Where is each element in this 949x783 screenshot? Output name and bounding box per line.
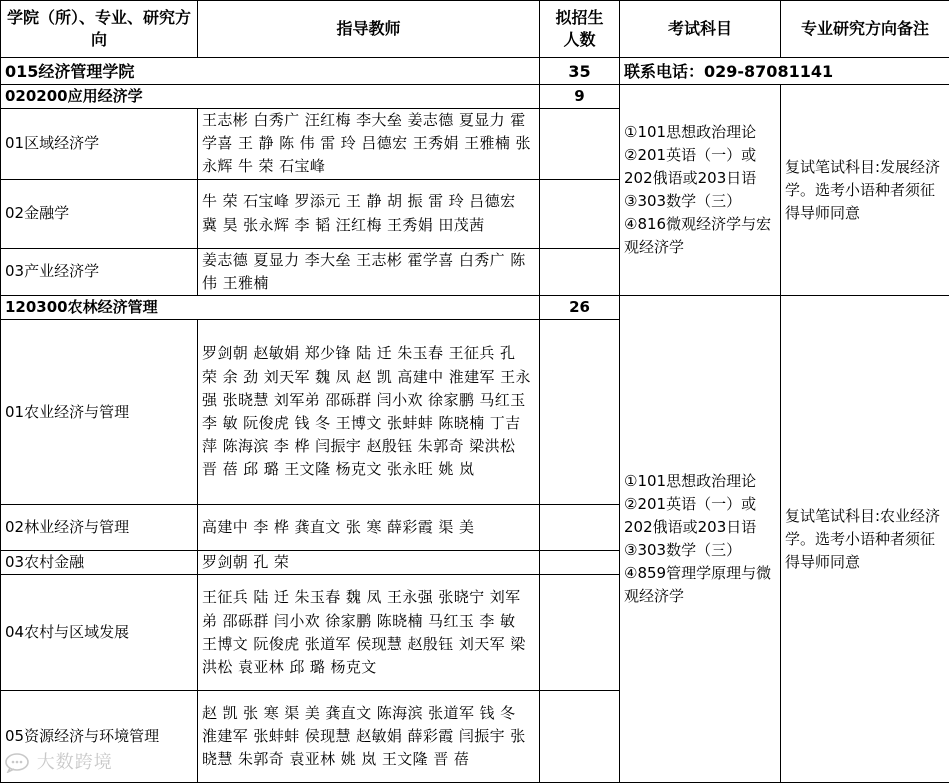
header-count: 拟招生人数 — [540, 1, 620, 58]
major-row — [1, 85, 949, 109]
count-empty — [540, 109, 620, 180]
teacher-list: 王征兵 陆 迁 朱玉春 魏 凤 王永强 张晓宁 刘军弟 邵砾群 闫小欢 徐家鹏 陈晓楠 马红玉 李 敏 王博文 阮俊虎 张道军 侯现慧 赵殷钰 刘天军 梁洪松 袁亚林 邱 璐 杨克文 — [198, 575, 540, 691]
count-empty — [540, 575, 620, 691]
teacher-list: 赵 凯 张 寒 渠 美 龚直文 陈海滨 张道军 钱 冬 淮建军 张蚌蚌 侯现慧 赵敏娟 薛彩霞 闫振宇 张晓慧 朱郭奇 袁亚林 姚 岚 王文隆 晋 蓓 — [198, 691, 540, 783]
school-count: 35 — [540, 58, 620, 85]
teacher-list: 牛 荣 石宝峰 罗添元 王 静 胡 振 雷 玲 吕德宏 冀 昊 张永辉 李 韬 汪红梅 王秀娟 田茂茜 — [198, 179, 540, 248]
direction-name: 03产业经济学 — [1, 248, 198, 295]
school-contact: 联系电话：029-87081141 — [620, 58, 949, 85]
school-row — [1, 58, 949, 85]
exam-subjects: ①101思想政治理论 ②201英语（一）或202俄语或203日语 ③303数学（三） ④816微观经济学与宏观经济学 — [620, 85, 781, 296]
major-row — [1, 296, 949, 320]
header-note: 专业研究方向备注 — [781, 1, 949, 58]
direction-name: 05资源经济与环境管理 — [1, 691, 198, 783]
header-direction: 学院（所）、专业、研究方向 — [1, 1, 198, 58]
major-code: 020200应用经济学 — [1, 85, 540, 109]
direction-note: 复试笔试科目:农业经济学。选考小语种者须征得导师同意 — [781, 296, 949, 783]
count-empty — [540, 691, 620, 783]
teacher-list: 高建中 李 桦 龚直文 张 寒 薛彩霞 渠 美 — [198, 505, 540, 551]
count-empty — [540, 248, 620, 295]
direction-name: 02林业经济与管理 — [1, 505, 198, 551]
major-count: 26 — [540, 296, 620, 320]
teacher-list: 姜志德 夏显力 李大垒 王志彬 霍学喜 白秀广 陈 伟 王雅楠 — [198, 248, 540, 295]
count-empty — [540, 320, 620, 505]
teacher-list: 王志彬 白秀广 汪红梅 李大垒 姜志德 夏显力 霍学喜 王 静 陈 伟 雷 玲 吕德宏 王秀娟 王雅楠 张永辉 牛 荣 石宝峰 — [198, 109, 540, 180]
major-count: 9 — [540, 85, 620, 109]
teacher-list: 罗剑朝 孔 荣 — [198, 551, 540, 575]
count-empty — [540, 551, 620, 575]
direction-name: 04农村与区域发展 — [1, 575, 198, 691]
header-exam: 考试科目 — [620, 1, 781, 58]
header-row — [1, 1, 949, 58]
exam-subjects: ①101思想政治理论 ②201英语（一）或202俄语或203日语 ③303数学（三） ④859管理学原理与微观经济学 — [620, 296, 781, 783]
count-empty — [540, 505, 620, 551]
count-empty — [540, 179, 620, 248]
direction-name: 01区域经济学 — [1, 109, 198, 180]
watermark — [4, 748, 113, 774]
direction-name: 01农业经济与管理 — [1, 320, 198, 505]
direction-note: 复试笔试科目:发展经济学。选考小语种者须征得导师同意 — [781, 85, 949, 296]
chat-bubble-icon — [4, 753, 30, 773]
school-name: 015经济管理学院 — [1, 58, 540, 85]
watermark-text: 大数跨境 — [37, 752, 113, 773]
major-code: 120300农林经济管理 — [1, 296, 540, 320]
header-teachers: 指导教师 — [198, 1, 540, 58]
direction-name: 02金融学 — [1, 179, 198, 248]
direction-name: 03农村金融 — [1, 551, 198, 575]
teacher-list: 罗剑朝 赵敏娟 郑少锋 陆 迁 朱玉春 王征兵 孔 荣 余 劲 刘天军 魏 凤 赵 凯 高建中 淮建军 王永强 张晓慧 刘军弟 邵砾群 闫小欢 徐家鹏 马红玉 李 敏 阮俊虎 钱 冬 王博文 张蚌蚌 陈晓楠 丁吉萍 陈海滨 李 桦 闫振宇 赵殷钰 朱郭奇 梁洪松 晋 蓓 邱 璐 王文隆 杨克文 张永旺 姚 岚 — [198, 320, 540, 505]
